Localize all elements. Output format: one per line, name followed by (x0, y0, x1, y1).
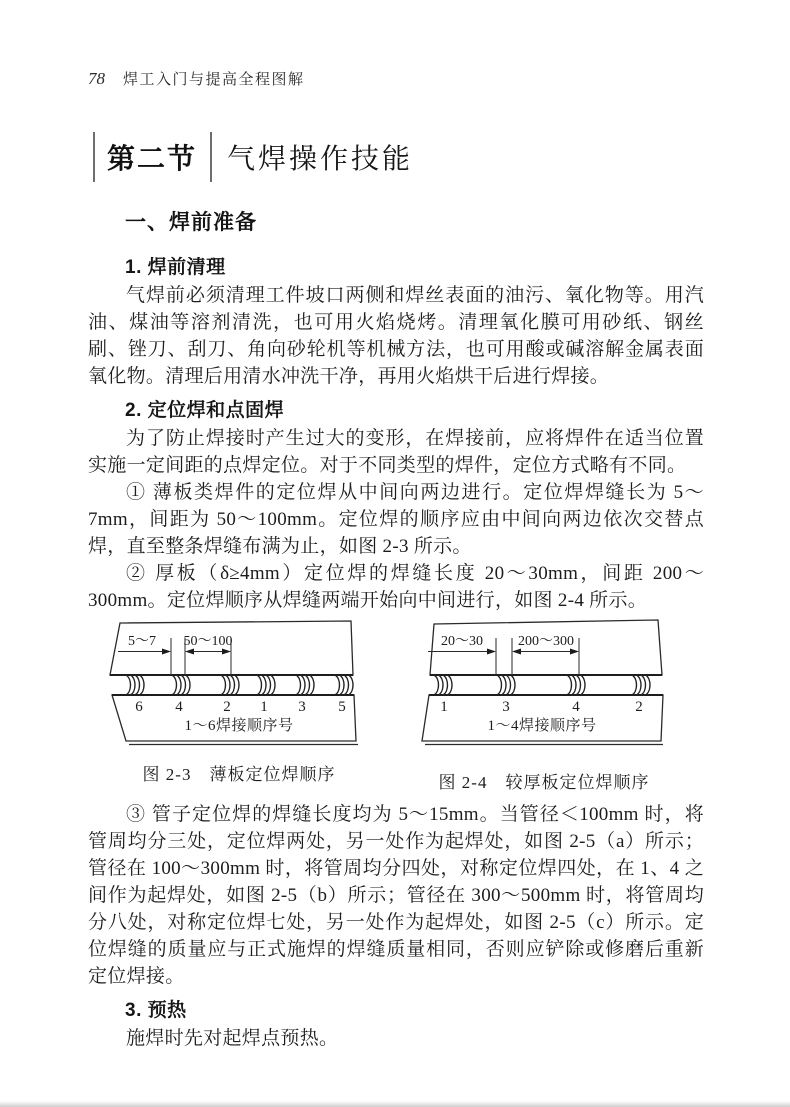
book-title: 焊工入门与提高全程图解 (123, 71, 305, 88)
weld-seam-lines (429, 675, 663, 695)
tack-weld-mark (172, 675, 190, 695)
figures-row (106, 618, 704, 793)
running-header (88, 68, 305, 89)
tack-weld-mark (497, 675, 515, 695)
thick-plate-tack-weld-diagram (420, 618, 668, 752)
figure-caption: 图 2-3 薄板定位焊顺序 (142, 765, 336, 784)
dimension-label-tack-length: 20～30 (441, 634, 483, 649)
tack-sequence-number: 5 (338, 699, 346, 715)
tack-weld-mark (257, 675, 275, 695)
paragraph-tack-intro: 为了防止焊接时产生过大的变形，在焊接前，应将焊件在适当位置实施一定间距的点焊定位。对于不同类型的焊件，定位方式略有不同。 (88, 428, 704, 476)
section-heading (93, 131, 413, 183)
figure-legend: 1～6焊接顺序号 (184, 718, 294, 734)
paragraph-preheating: 施焊时先对起焊点预热。 (126, 1028, 339, 1049)
tack-weld-mark (567, 675, 585, 695)
tack-sequence-number: 4 (572, 699, 580, 715)
heading-tack-welding: 2. 定位焊和点固焊 (125, 400, 285, 421)
subsection-title: 一、焊前准备 (125, 211, 257, 234)
section-label: 第二节 (107, 143, 198, 174)
dimension-label-tack-length: 5～7 (128, 634, 156, 649)
weld-seam-lines (110, 675, 354, 695)
paragraph-thick-plate: ② 厚板（δ≥4mm）定位焊的焊缝长度 20～30mm，间距 200～300mm。定位焊顺序从焊缝两端开始向中间进行，如图 2-4 所示。 (88, 563, 704, 611)
paragraph-cleaning: 气焊前必须清理工件坡口两侧和焊丝表面的油污、氧化物等。用汽油、煤油等溶剂清洗，也可用火焰烧烤。清理氧化膜可用砂纸、钢丝刷、锉刀、刮刀、角向砂轮机等机械方法，也可用酸或碱溶解金属表面氧化物。清理后用清水冲洗干净，再用火焰烘干后进行焊接。 (88, 285, 704, 387)
figure-legend: 1～4焊接顺序号 (487, 718, 597, 734)
tack-sequence-number: 4 (175, 699, 183, 715)
page-content (88, 206, 704, 1052)
thin-plate-tack-weld-diagram (106, 618, 372, 752)
tack-weld-mark (126, 675, 144, 695)
heading-preheating: 3. 预热 (125, 1000, 187, 1021)
tack-sequence-number: 2 (223, 699, 231, 715)
tack-sequence-number: 2 (635, 699, 643, 715)
tack-weld-mark (335, 675, 353, 695)
paragraph-pipe-tack: ③ 管子定位焊的焊缝长度均为 5～15mm。当管径＜100mm 时，将管周均分三处，定位焊两处，另一处作为起焊处，如图 2-5（a）所示；管径在 100～300mm 时，将管周均分四处，对称定位焊四处，在 1、4 之间作为起焊处，如图 2-5（b）所示；管径在 300～500mm 时，将管周均分八处，对称定位焊七处，另一处作为起焊处，如图 2-5（c）所示。定位焊缝的质量应与正式施焊的焊缝质量相同，否则应铲除或修磨后重新定位焊接。 (88, 804, 704, 987)
tack-weld-mark (434, 675, 452, 695)
scan-edge-artifact (0, 1101, 790, 1107)
tack-sequence-number: 1 (440, 699, 448, 715)
dimension-label-tack-spacing: 200～300 (518, 634, 574, 649)
tack-sequence-number: 6 (135, 699, 143, 715)
figure-2-4 (420, 618, 668, 793)
paragraph-thin-plate: ① 薄板类焊件的定位焊从中间向两边进行。定位焊焊缝长为 5～7mm，间距为 50～100mm。定位焊的顺序应由中间向两边依次交替点焊，直至整条焊缝布满为止，如图 2-3 所示。 (88, 482, 704, 557)
figure-caption: 图 2-4 较厚板定位焊顺序 (438, 773, 650, 792)
tack-weld-mark (221, 675, 239, 695)
page-number: 78 (88, 69, 105, 88)
tack-weld-mark (296, 675, 314, 695)
tack-sequence-number: 1 (260, 699, 268, 715)
tack-weld-mark (632, 675, 650, 695)
section-title: 气焊操作技能 (227, 143, 414, 174)
heading-cleaning: 1. 焊前清理 (125, 257, 226, 278)
figure-2-3 (106, 618, 372, 785)
tack-sequence-number: 3 (502, 699, 510, 715)
tack-sequence-number: 3 (298, 699, 306, 715)
dimension-label-tack-spacing: 50～100 (183, 634, 233, 649)
